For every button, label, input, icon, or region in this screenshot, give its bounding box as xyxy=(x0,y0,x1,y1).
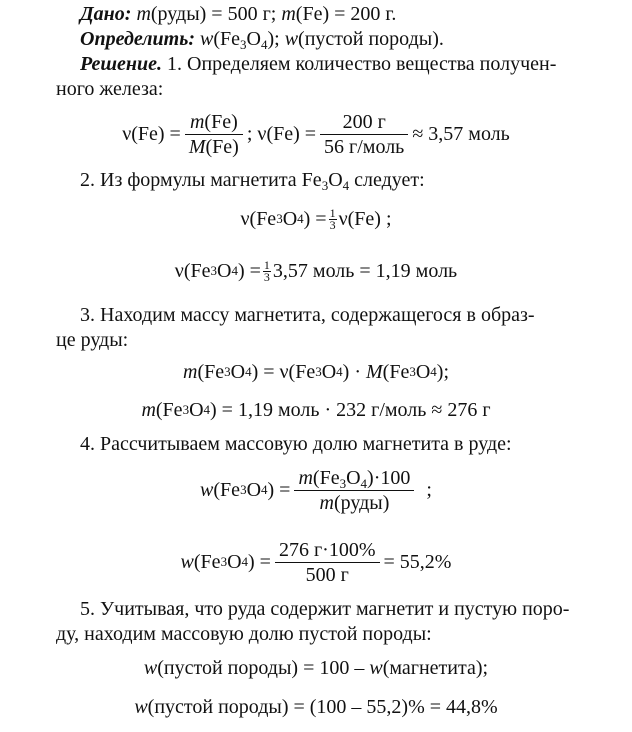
eq6-num-s2: 4 xyxy=(360,475,368,491)
eq1-den-t: (Fe) xyxy=(205,135,239,158)
eq8-a: (пустой породы) = 100 – xyxy=(157,656,370,679)
eq5-b: O xyxy=(189,398,204,421)
find-line xyxy=(80,27,444,51)
equation-2: ν(Fe 3 O 4 ) = $\frac{1}{3}$ ν(Fe) ; xyxy=(240,205,392,232)
eq4-d: O xyxy=(321,360,337,383)
equation-4: m (Fe 3 O 4 ) = ν(Fe 3 O 4 ) · M (Fe 3 O 4 ); xyxy=(182,360,450,383)
find-t1: (Fe xyxy=(213,28,241,50)
eq3-c: ) = xyxy=(237,259,261,282)
eq5-a: (Fe xyxy=(155,398,183,421)
step2-text: 2. Из формулы магнетита Fe xyxy=(80,169,322,191)
eq2-one-third xyxy=(329,205,337,232)
eq6-num-m: m xyxy=(298,466,313,489)
equation-5: m (Fe 3 O 4 ) = 1,19 моль · 232 г/моль ≈ 276 г xyxy=(141,398,491,421)
step5-text-b: ду, находим массовую долю пустой породы: xyxy=(56,623,432,645)
given-label: Дано: xyxy=(80,3,132,25)
eq1-fraction-1 xyxy=(185,110,243,159)
solution-label: Решение. xyxy=(80,53,163,75)
eq7-num: 276 г·100% xyxy=(275,538,380,563)
eq1-num-m: m xyxy=(189,110,205,133)
eq1-result: ≈ 3,57 моль xyxy=(412,122,510,145)
eq4-g: O xyxy=(415,360,431,383)
eq8-w1: w xyxy=(143,656,158,679)
step5-text-a: 5. Учитывая, что руда содержит магнетит и пустую поро- xyxy=(80,598,570,620)
find-w2: w xyxy=(284,28,299,50)
step1-text-a: 1. Определяем количество вещества получен- xyxy=(167,53,557,75)
eq6-num-b: O xyxy=(346,466,361,489)
eq6-num-s1: 3 xyxy=(339,475,347,491)
eq1-lhs: ν(Fe) = xyxy=(122,122,181,145)
equation-8 xyxy=(0,653,632,683)
eq1-num-t: (Fe) xyxy=(204,110,238,133)
find-s2: 4 xyxy=(260,37,268,52)
find-t2: O xyxy=(246,28,261,50)
find-t4: (пустой породы). xyxy=(298,28,444,50)
eq3-fn: 1 xyxy=(263,257,270,272)
given-fe: (Fe) = 200 г. xyxy=(295,3,397,25)
step2-line xyxy=(80,168,425,192)
eq6-c: ) = xyxy=(267,478,291,501)
eq8-b: (магнетита); xyxy=(382,656,489,679)
eq6-w: w xyxy=(200,478,214,501)
eq2-d: ν(Fe) ; xyxy=(338,207,392,230)
find-label: Определить: xyxy=(80,28,195,50)
step3-text-a: 3. Находим массу магнетита, содержащегося в образ- xyxy=(80,304,535,326)
eq6-a: (Fe xyxy=(213,478,241,501)
eq4-f: (Fe xyxy=(382,360,410,383)
eq6-num-c: )·100 xyxy=(367,466,411,489)
eq4-a: (Fe xyxy=(197,360,225,383)
eq7-a: (Fe xyxy=(193,550,221,573)
eq5-m1: m xyxy=(141,398,156,421)
eq3-one-third xyxy=(263,257,271,284)
eq4-h: ); xyxy=(436,360,450,383)
find-t3: ); xyxy=(267,28,280,50)
equation-6: w (Fe 3 O 4 ) = $\frac{m(Fe_3O_4)\cdot 100}{\text{m(руды)}}$ ; xyxy=(200,466,432,514)
eq3-d: 3,57 моль = 1,19 моль xyxy=(272,259,458,282)
eq7-b: O xyxy=(227,550,242,573)
eq6-fraction xyxy=(294,466,414,515)
eq7-c: ) = xyxy=(248,550,271,573)
eq2-fn: 1 xyxy=(329,205,336,220)
eq3-a: ν(Fe xyxy=(174,259,211,282)
eq2-c: ) = xyxy=(303,207,327,230)
eq9-w: w xyxy=(134,695,148,718)
eq1-sep: ; ν(Fe) = xyxy=(246,122,317,145)
eq7-fraction xyxy=(275,538,380,587)
eq3-fd: 3 xyxy=(263,269,270,284)
find-s1: 3 xyxy=(240,37,247,52)
eq4-b: O xyxy=(230,360,246,383)
eq6-num-a: (Fe xyxy=(312,466,340,489)
eq4-m1: m xyxy=(182,360,198,383)
step2-end: следует: xyxy=(349,169,425,191)
eq7-den: 500 г xyxy=(305,563,349,586)
step2-t: O xyxy=(328,169,343,191)
eq1-den-m: M xyxy=(188,135,206,158)
eq1-fraction-2 xyxy=(320,110,408,159)
eq5-c: ) = 1,19 моль · 232 г/моль ≈ 276 г xyxy=(210,398,491,421)
find-w1: w xyxy=(200,28,214,50)
step3-text-b: це руды: xyxy=(56,329,129,351)
given-line xyxy=(80,2,396,26)
equation-3: ν(Fe 3 O 4 ) = $\frac{1}{3}$ 3,57 моль = 1,19 моль xyxy=(174,257,458,284)
eq7-w: w xyxy=(180,550,194,573)
step2-s2: 4 xyxy=(342,178,350,193)
eq2-fd: 3 xyxy=(329,217,336,232)
eq3-b: O xyxy=(217,259,232,282)
equation-7: w (Fe 3 O 4 ) = $\frac{276 г\cdot 100\%}{500 г}$ = 55,2% xyxy=(180,538,452,586)
eq2-b: O xyxy=(282,207,298,230)
eq9-a: (пустой породы) = (100 – 55,2)% = 44,8% xyxy=(147,695,498,718)
eq4-m2: M xyxy=(366,360,383,383)
step4-text: 4. Рассчитываем массовую долю магнетита в руде: xyxy=(80,433,512,455)
eq4-c: ) = ν(Fe xyxy=(251,360,316,383)
step2-s1: 3 xyxy=(321,178,329,193)
eq2-a: ν(Fe xyxy=(240,207,277,230)
solution-line xyxy=(80,52,556,76)
equation-1 xyxy=(0,106,632,162)
eq6-end: ; xyxy=(426,478,432,501)
eq4-e: ) · xyxy=(342,360,366,383)
eq1-den2: 56 г/моль xyxy=(324,135,405,158)
eq8-w2: w xyxy=(369,656,383,679)
equation-9 xyxy=(0,692,632,722)
eq1-num2: 200 г xyxy=(320,110,408,135)
eq6-den-m: m xyxy=(319,491,334,514)
given-m-ore: m xyxy=(136,3,151,25)
step1-text-b: ного железа: xyxy=(56,78,164,100)
eq6-b: O xyxy=(246,478,262,501)
given-m-fe: m xyxy=(281,3,296,25)
given-ore: (руды) = 500 г; xyxy=(150,3,277,25)
eq6-den-t: (руды) xyxy=(333,491,390,514)
eq7-result: = 55,2% xyxy=(383,550,452,573)
